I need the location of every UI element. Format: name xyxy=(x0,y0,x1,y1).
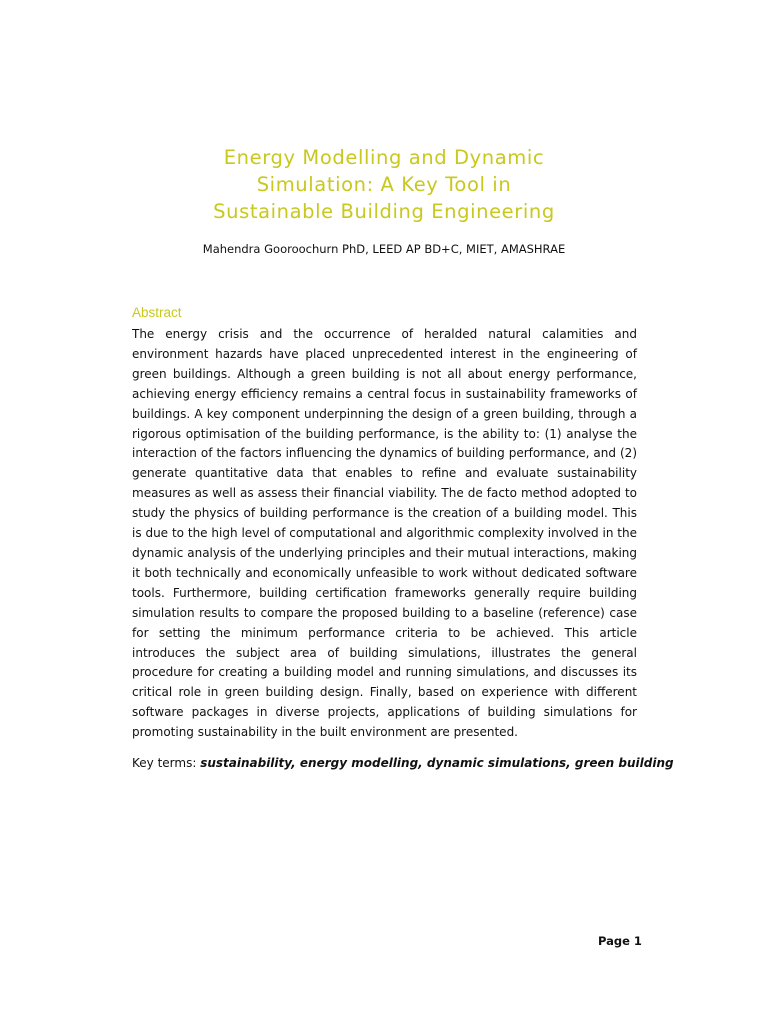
author-line: Mahendra Gooroochurn PhD, LEED AP BD+C, MIET, AMASHRAE xyxy=(202,242,566,256)
abstract-heading: Abstract xyxy=(132,305,182,320)
abstract-body: The energy crisis and the occurrence of heralded natural calamities and environment hazards have placed unprecedented interest in the engineering of green buildings. Although a green building is not all about energy performance, achieving energy efficiency remains a central focus in sustainability frameworks of buildings. A key component underpinning the design of a green building, through a rigorous optimisation of the building performance, is the ability to: (1) analyse the interaction of the factors influencing the dynamics of building performance, and (2) generate quantitative data that enables to refine and evaluate sustainability measures as well as assess their financial viability. The de facto method adopted to study the physics of building performance is the creation of a building model. This is due to the high level of computational and algorithmic complexity involved in the dynamic analysis of the underlying principles and their mutual interactions, making it both technically and economically unfeasible to work without dedicated software tools. Furthermore, building certification frameworks generally require building simulation results to compare the proposed building to a baseline (reference) case for setting the minimum performance criteria to be achieved. This article introduces the subject area of building simulations, illustrates the general procedure for creating a building model and running simulations, and discusses its critical role in green building design. Finally, based on experience with different software packages in diverse projects, applications of building simulations for promoting sustainability in the built environment are presented. xyxy=(132,327,637,740)
page-number: Page 1 xyxy=(598,934,642,948)
key-terms xyxy=(132,756,674,770)
key-terms-label: Key terms: xyxy=(132,756,201,770)
title-line-1: Energy Modelling and Dynamic xyxy=(223,146,545,170)
title-line-2: Simulation: A Key Tool in xyxy=(256,173,512,197)
key-terms-list: sustainability, energy modelling, dynamic simulations, green building xyxy=(200,756,674,770)
paper-title xyxy=(110,144,658,225)
title-line-3: Sustainable Building Engineering xyxy=(213,200,555,224)
